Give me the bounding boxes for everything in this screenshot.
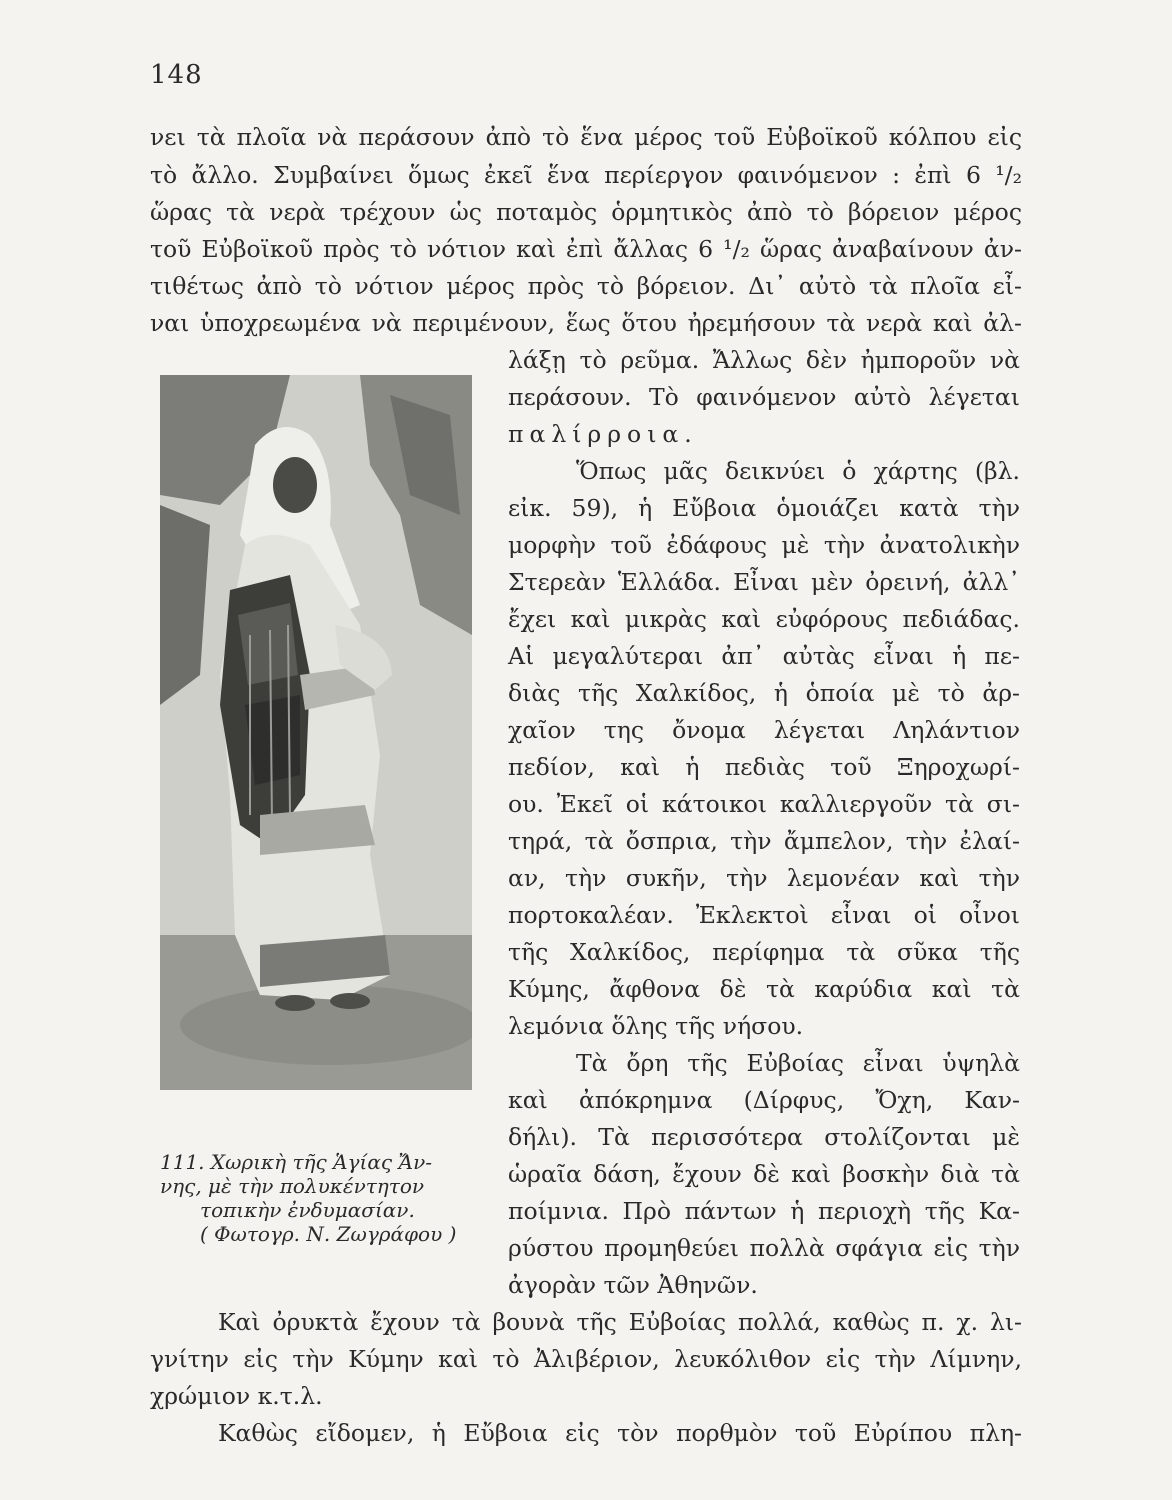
- figure-caption-line: νης, μὲ τὴν πολυκέντητον: [160, 1174, 425, 1198]
- figure-caption-line: 111. Χωρικὴ τῆς Ἁγίας Ἄν-: [160, 1150, 432, 1174]
- photo-village-woman: [160, 375, 472, 1090]
- figure-caption-line: τοπικὴν ἐνδυμασίαν.: [200, 1198, 415, 1222]
- text-line: χαῖον της ὄνομα λέγεται Ληλάντιον: [508, 716, 1020, 744]
- text-line: χρώμιον κ.τ.λ.: [150, 1382, 323, 1410]
- photo-illustration: [160, 375, 472, 1090]
- text-line: νει τὰ πλοῖα νὰ περάσουν ἀπὸ τὸ ἕνα μέρος τοῦ Εὐβοϊκοῦ κόλπου εἰς: [150, 123, 1022, 151]
- text-line: Ὅπως μᾶς δεικνύει ὁ χάρτης (βλ.: [576, 457, 1020, 485]
- text-line: διὰς τῆς Χαλκίδος, ἡ ὁποία μὲ τὸ ἀρ-: [508, 679, 1020, 707]
- text-line: Στερεὰν Ἑλλάδα. Εἶναι μὲν ὀρεινή, ἀλλ᾽: [508, 568, 1020, 596]
- text-line: ὡραῖα δάση, ἔχουν δὲ καὶ βοσκὴν διὰ τὰ: [508, 1160, 1020, 1188]
- text-line: τὸ ἄλλο. Συμβαίνει ὅμως ἐκεῖ ἕνα περίεργον φαινόμενον : ἐπὶ 6 ¹/₂: [150, 161, 1022, 189]
- text-line: μορφὴν τοῦ ἐδάφους μὲ τὴν ἀνατολικὴν: [508, 531, 1020, 559]
- text-line: καὶ ἀπόκρημνα (Δίρφυς, Ὄχη, Καν-: [508, 1086, 1020, 1114]
- text-line: εἰκ. 59), ἡ Εὔβοια ὁμοιάζει κατὰ τὴν: [508, 494, 1020, 522]
- text-line: λάξῃ τὸ ρεῦμα. Ἄλλως δὲν ἠμποροῦν νὰ: [508, 346, 1020, 374]
- text-line: παλίρροια.: [508, 420, 698, 448]
- text-line: αν, τὴν συκῆν, τὴν λεμονέαν καὶ τὴν: [508, 864, 1020, 892]
- text-line: περάσουν. Τὸ φαινόμενον αὐτὸ λέγεται: [508, 383, 1020, 411]
- text-line: τοῦ Εὐβοϊκοῦ πρὸς τὸ νότιον καὶ ἐπὶ ἄλλας 6 ¹/₂ ὥρας ἀναβαίνουν ἀν-: [150, 235, 1022, 263]
- text-line: ποίμνια. Πρὸ πάντων ἡ περιοχὴ τῆς Κα-: [508, 1197, 1020, 1225]
- text-line: Καὶ ὀρυκτὰ ἔχουν τὰ βουνὰ τῆς Εὐβοίας πολλά, καθὼς π. χ. λι-: [218, 1308, 1022, 1336]
- page-number: 148: [150, 60, 203, 90]
- text-line: Κύμης, ἄφθονα δὲ τὰ καρύδια καὶ τὰ: [508, 975, 1020, 1003]
- text-line: τιθέτως ἀπὸ τὸ νότιον μέρος πρὸς τὸ βόρειον. Δι᾽ αὐτὸ τὰ πλοῖα εἶ-: [150, 272, 1022, 300]
- text-line: ὥρας τὰ νερὰ τρέχουν ὡς ποταμὸς ὁρμητικὸς ἀπὸ τὸ βόρειον μέρος: [150, 198, 1022, 226]
- text-line: ναι ὑποχρεωμένα νὰ περιμένουν, ἕως ὅτου ἠρεμήσουν τὰ νερὰ καὶ ἀλ-: [150, 309, 1022, 337]
- text-line: Αἱ μεγαλύτεραι ἀπ᾽ αὐτὰς εἶναι ἡ πε-: [508, 642, 1020, 670]
- text-line: Τὰ ὄρη τῆς Εὐβοίας εἶναι ὑψηλὰ: [576, 1049, 1020, 1077]
- text-line: Καθὼς εἴδομεν, ἡ Εὔβοια εἰς τὸν πορθμὸν τοῦ Εὐρίπου πλη-: [218, 1419, 1022, 1447]
- text-line: ρύστου προμηθεύει πολλὰ σφάγια εἰς τὴν: [508, 1234, 1020, 1262]
- text-line: γνίτην εἰς τὴν Κύμην καὶ τὸ Ἀλιβέριον, λευκόλιθον εἰς τὴν Λίμνην,: [150, 1345, 1022, 1373]
- text-line: ἔχει καὶ μικρὰς καὶ εὐφόρους πεδιάδας.: [508, 605, 1020, 633]
- text-line: λεμόνια ὅλης τῆς νήσου.: [508, 1012, 804, 1040]
- text-line: ἀγορὰν τῶν Ἀθηνῶν.: [508, 1271, 758, 1299]
- text-line: τῆς Χαλκίδος, περίφημα τὰ σῦκα τῆς: [508, 938, 1020, 966]
- text-line: ου. Ἐκεῖ οἱ κάτοικοι καλλιεργοῦν τὰ σι-: [508, 790, 1020, 818]
- text-line: πορτοκαλέαν. Ἐκλεκτοὶ εἶναι οἱ οἶνοι: [508, 901, 1020, 929]
- text-line: τηρά, τὰ ὄσπρια, τὴν ἄμπελον, τὴν ἐλαί-: [508, 827, 1020, 855]
- text-line: δήλι). Τὰ περισσότερα στολίζονται μὲ: [508, 1123, 1020, 1151]
- text-line: πεδίον, καὶ ἡ πεδιὰς τοῦ Ξηροχωρί-: [508, 753, 1020, 781]
- figure-caption-credit: ( Φωτογρ. Ν. Ζωγράφου ): [200, 1222, 457, 1246]
